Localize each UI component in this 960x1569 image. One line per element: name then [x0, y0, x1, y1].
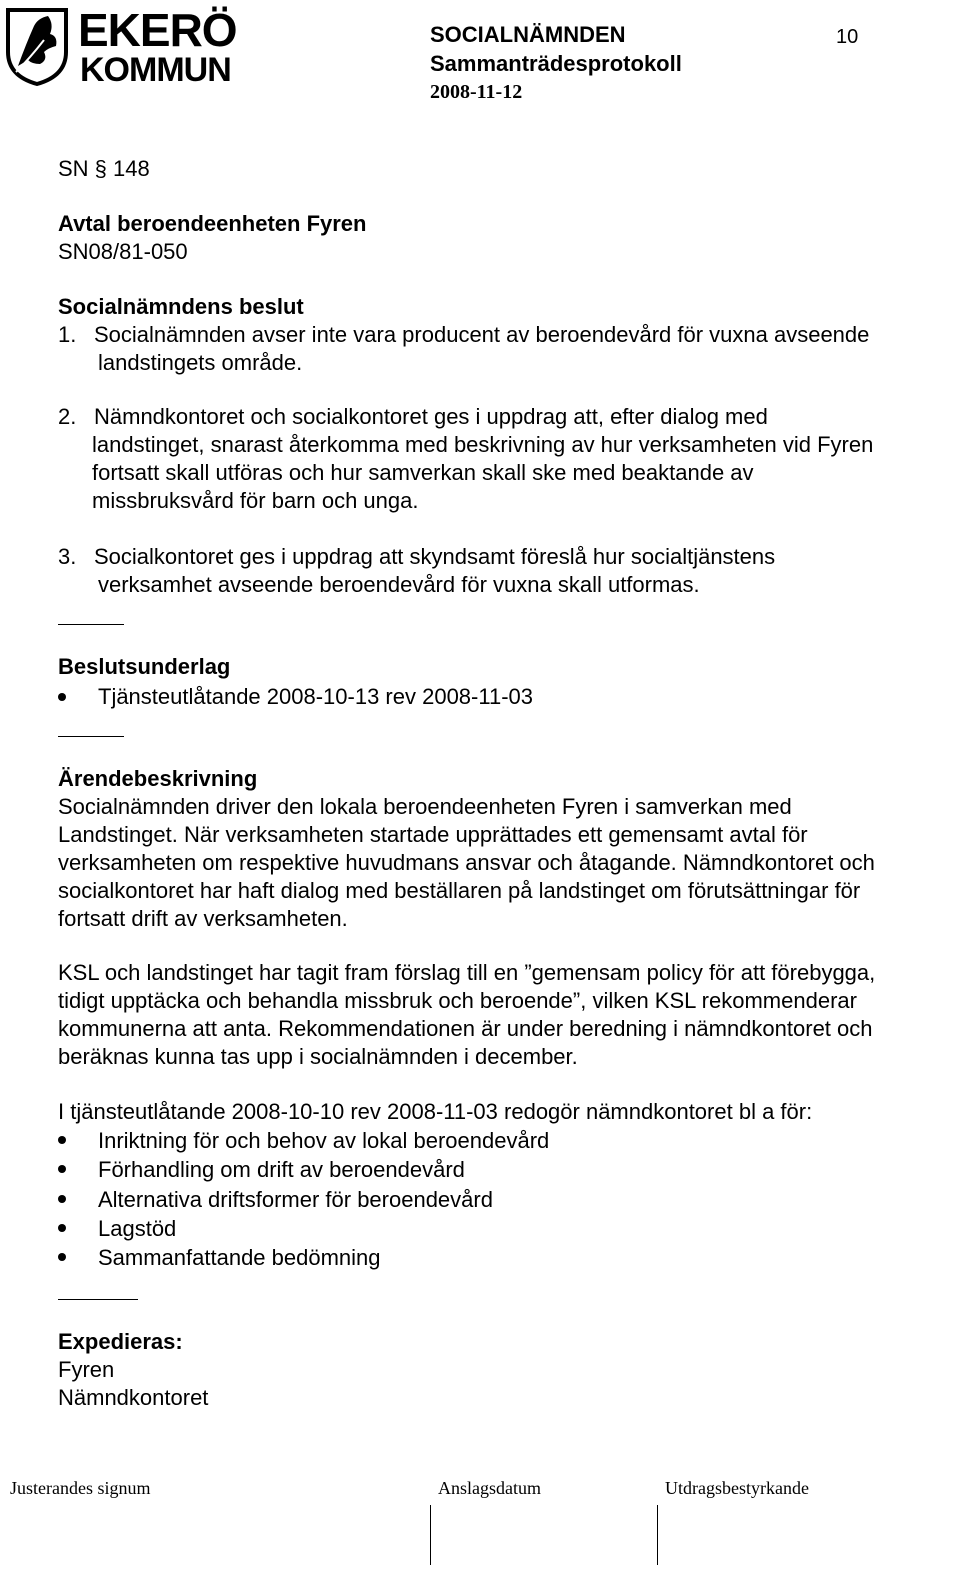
basis-heading: Beslutsunderlag — [58, 654, 231, 679]
description-para1-line-5: fortsatt drift av verksamheten. — [58, 906, 348, 931]
decision-item-1-line-1: Socialnämnden avser inte vara producent av beroendevård för vuxna avseende — [94, 322, 870, 347]
dispatch-heading: Expedieras: — [58, 1329, 183, 1354]
basis-item: Tjänsteutlåtande 2008-10-13 rev 2008-11-03 — [98, 684, 534, 709]
decision-item-2-line-3: fortsatt skall utföras och hur samverkan skall ske med beaktande av — [92, 460, 754, 485]
decision-item-3-line-2: verksamhet avseende beroendevård för vuxna skall utformas. — [98, 572, 700, 597]
decision-item-2-line-4: missbruksvård för barn och unga. — [92, 488, 419, 513]
decision-item-2-line-2: landstinget, snarast återkomma med beskrivning av hur verksamheten vid Fyren — [92, 432, 874, 457]
municipality-logo — [4, 4, 237, 89]
case-paragraph: SN § 148 — [58, 156, 150, 181]
decision-item-1-line-2: landstingets område. — [98, 350, 303, 375]
footer-divider — [657, 1505, 658, 1565]
footer-divider — [430, 1505, 431, 1565]
description-bullet-item: Förhandling om drift av beroendevård — [98, 1157, 465, 1182]
dispatch-recipient: Fyren — [58, 1357, 115, 1382]
description-bullet-item: Sammanfattande bedömning — [98, 1245, 381, 1270]
decision-item-3-num: 3. — [58, 544, 77, 569]
description-para1-line-1: Socialnämnden driver den lokala beroendeenheten Fyren i samverkan med — [58, 794, 792, 819]
description-para1-line-3: verksamheten om respektive huvudmans ansvar och åtagande. Nämndkontoret och — [58, 850, 875, 875]
logo-text-kommun: KOMMUN — [80, 51, 231, 89]
footer-extract-label: Utdragsbestyrkande — [665, 1478, 809, 1498]
description-bullet-item: Lagstöd — [98, 1216, 177, 1241]
logo-text-ekero: EKERÖ — [78, 4, 237, 56]
dispatch-recipient: Nämndkontoret — [58, 1385, 209, 1410]
decision-item-3-line-1: Socialkontoret ges i uppdrag att skyndsamt föreslå hur socialtjänstens — [94, 544, 776, 569]
description-heading: Ärendebeskrivning — [58, 766, 258, 791]
header-organization: SOCIALNÄMNDEN — [430, 22, 626, 47]
bullet-icon — [58, 1165, 66, 1173]
header-protocol-title: Sammanträdesprotokoll — [430, 51, 682, 76]
case-title: Avtal beroendeenheten Fyren — [58, 211, 367, 236]
page-number: 10 — [836, 26, 859, 48]
decision-item-2-line-1: Nämndkontoret och socialkontoret ges i uppdrag att, efter dialog med — [94, 404, 768, 429]
bullet-icon — [58, 1195, 66, 1203]
description-para2-line-1: KSL och landstinget har tagit fram förslag till en ”gemensam policy för att förebygga, — [58, 960, 876, 985]
decision-item-2-num: 2. — [58, 404, 77, 429]
description-para2-line-4: beräknas kunna tas upp i socialnämnden i december. — [58, 1044, 578, 1069]
description-para1-line-4: socialkontoret har haft dialog med beställaren på landstinget om förutsättningar för — [58, 878, 861, 903]
header-date: 2008-11-12 — [430, 81, 523, 103]
section-divider — [58, 624, 124, 625]
section-divider — [58, 1299, 138, 1300]
case-dnr: SN08/81-050 — [58, 239, 188, 264]
oak-leaf-emblem-icon — [4, 6, 70, 86]
description-para2-line-2: tidigt upptäcka och behandla missbruk och beroende”, vilken KSL rekommenderar — [58, 988, 857, 1013]
description-para2-line-3: kommunerna att anta. Rekommendationen är under beredning i nämndkontoret och — [58, 1016, 873, 1041]
decision-item-1-num: 1. — [58, 322, 77, 347]
footer-posted-date-label: Anslagsdatum — [438, 1478, 541, 1498]
bullet-icon — [58, 1253, 66, 1261]
description-bullet-item: Alternativa driftsformer för beroendevård — [98, 1187, 493, 1212]
bullet-icon — [58, 1224, 66, 1232]
decision-heading: Socialnämndens beslut — [58, 294, 304, 319]
footer-signature-label: Justerandes signum — [10, 1478, 151, 1498]
description-intro: I tjänsteutlåtande 2008-10-10 rev 2008-11-03 redogör nämndkontoret bl a för: — [58, 1099, 813, 1124]
section-divider — [58, 736, 124, 737]
bullet-icon — [58, 1136, 66, 1144]
description-bullet-item: Inriktning för och behov av lokal beroendevård — [98, 1128, 550, 1153]
bullet-icon — [58, 693, 66, 701]
description-para1-line-2: Landstinget. När verksamheten startade upprättades ett gemensamt avtal för — [58, 822, 808, 847]
